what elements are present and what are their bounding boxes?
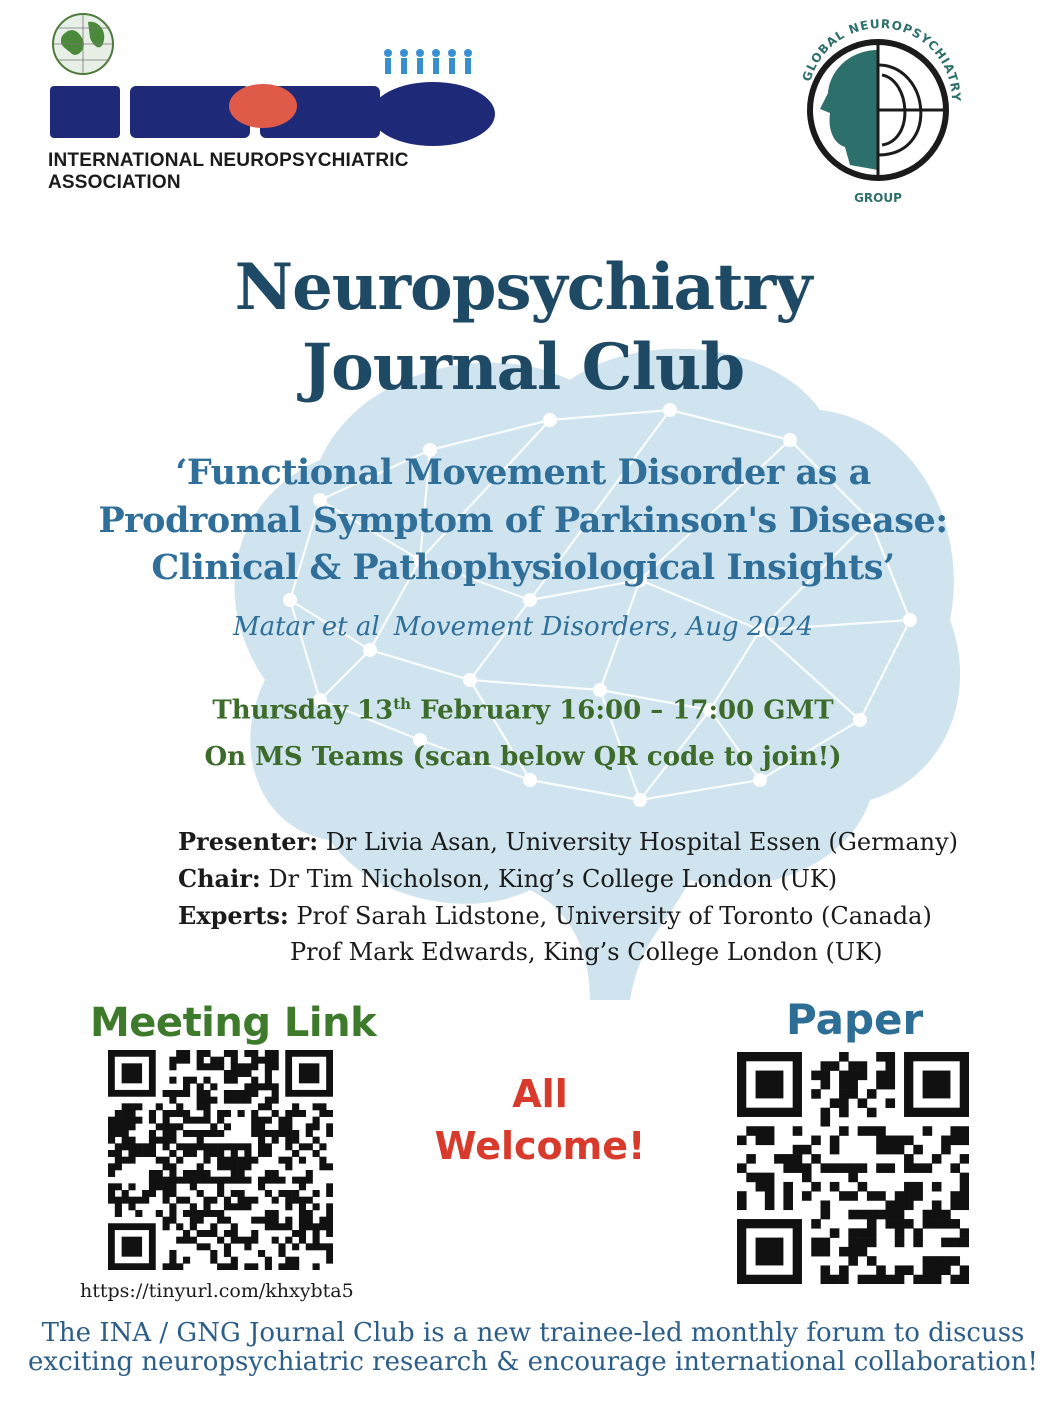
welcome-line1: All	[512, 1072, 568, 1116]
chair-label: Chair:	[178, 864, 261, 893]
gng-logo	[790, 5, 970, 210]
event-date-pre: Thursday 13	[212, 695, 394, 726]
event-date-post: February 16:00 – 17:00 GMT	[411, 695, 834, 726]
page-title-line2: Journal Club	[301, 330, 745, 405]
globe-icon	[53, 14, 113, 74]
paper-title-line1: ‘Functional Movement Disorder as a	[175, 452, 871, 493]
people-icons	[384, 49, 472, 74]
gng-bottom-text: GROUP	[854, 191, 902, 205]
paper-title-line2: Prodromal Symptom of Parkinson's Disease:	[98, 500, 948, 541]
experts-line	[178, 901, 932, 930]
presenter-name: Dr Livia Asan, University Hospital Essen (Germany)	[318, 828, 958, 856]
meeting-url[interactable]: https://tinyurl.com/khxybta5	[80, 1280, 354, 1302]
citation	[0, 612, 1046, 642]
footer-line2: exciting neuropsychiatric research & encourage international collaboration!	[28, 1347, 1038, 1377]
citation-authors: Matar et al	[232, 612, 380, 642]
presenter-label: Presenter:	[178, 827, 319, 856]
paper-label: Paper	[786, 995, 924, 1044]
citation-journal: Movement Disorders, Aug 2024	[393, 612, 814, 642]
chair-name: Dr Tim Nicholson, King’s College London (UK)	[260, 865, 838, 893]
presenter-line	[178, 827, 958, 856]
chair-line	[178, 864, 837, 893]
event-datetime	[0, 695, 1046, 726]
welcome-line2: Welcome!	[434, 1124, 646, 1168]
experts-label: Experts:	[178, 901, 289, 930]
expert2-name: Prof Mark Edwards, King’s College London (UK)	[290, 938, 883, 966]
expert1-name: Prof Sarah Lidstone, University of Toronto (Canada)	[288, 902, 932, 930]
gng-arc-text: GLOBAL NEUROPSYCHIATRY	[799, 16, 964, 103]
event-date-sup: th	[393, 695, 412, 713]
ina-association-name: INTERNATIONAL NEUROPSYCHIATRIC ASSOCIATION	[48, 150, 409, 193]
page-title-line1: Neuropsychiatry	[234, 250, 812, 325]
event-platform: On MS Teams (scan below QR code to join!)	[204, 742, 842, 772]
meeting-link-label: Meeting Link	[90, 1000, 377, 1046]
footer-line1: The INA / GNG Journal Club is a new trainee-led monthly forum to discuss	[41, 1318, 1025, 1348]
meeting-qr-code[interactable]	[108, 1050, 333, 1270]
paper-qr-code[interactable]	[737, 1052, 969, 1284]
paper-title-line3: Clinical & Pathophysiological Insights’	[151, 547, 895, 588]
